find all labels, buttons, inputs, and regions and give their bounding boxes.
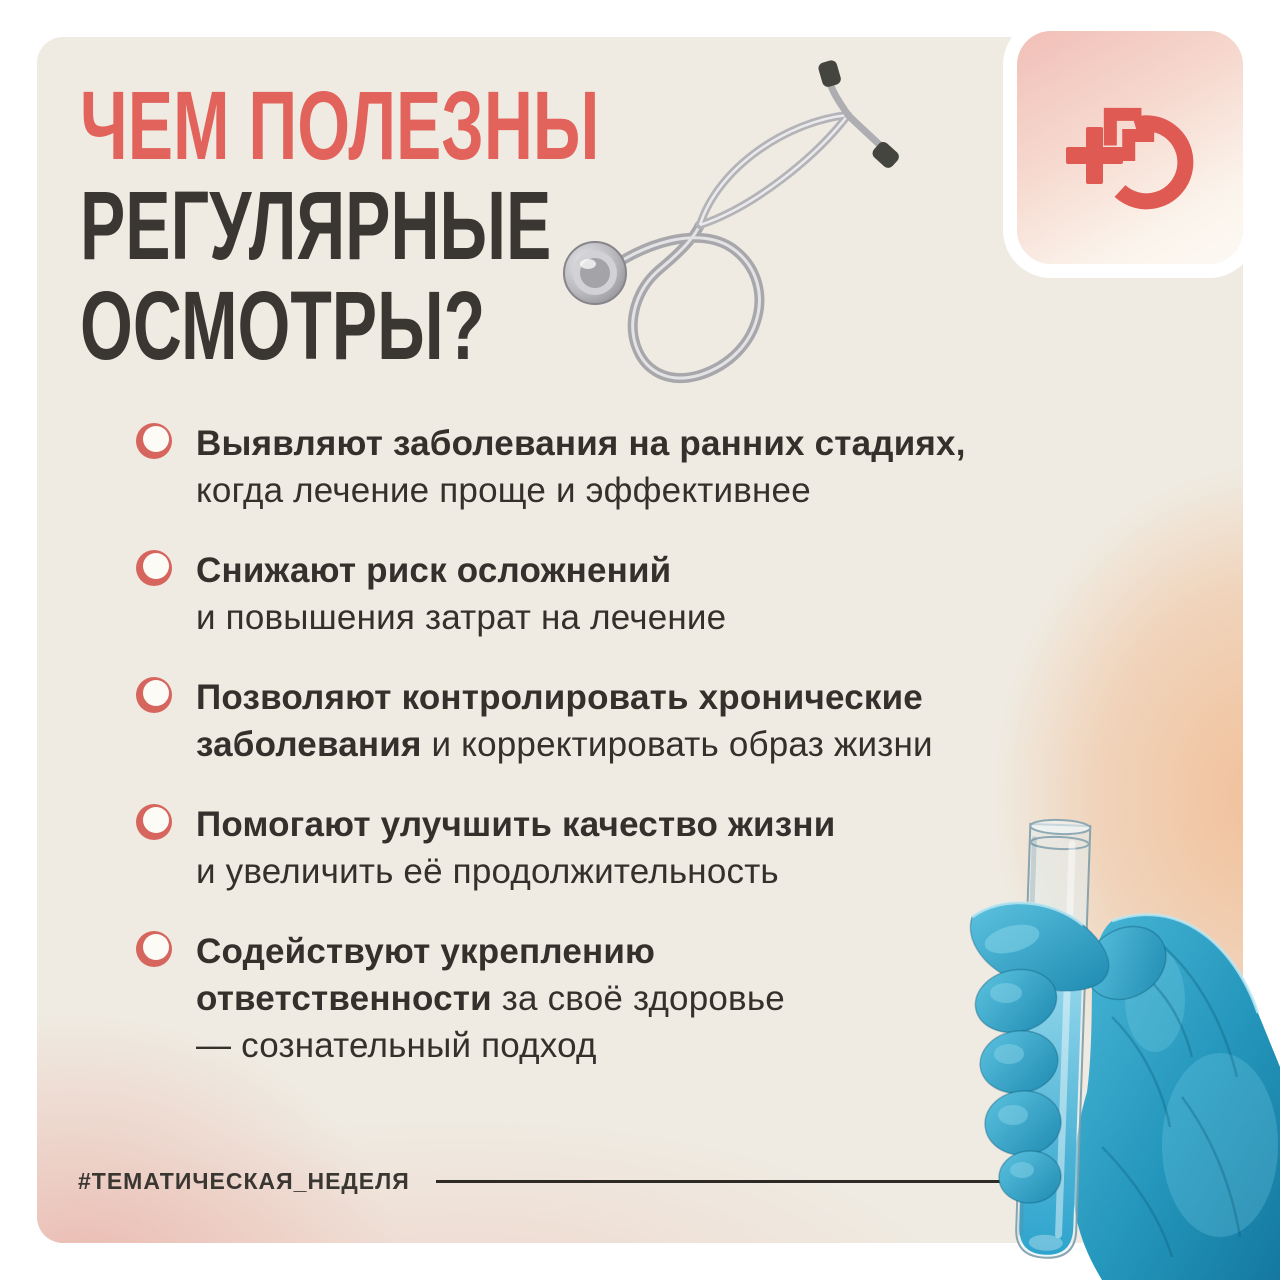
benefit-text: Содействуют укреплению ответственности за своё здоровье — сознательный подход [196, 932, 785, 1065]
bullet-marker [136, 423, 172, 459]
bullet-marker [136, 677, 172, 713]
page-title [80, 71, 612, 380]
gloved-hand-test-tube-illustration [920, 815, 1280, 1280]
benefit-text: Помогают улучшить качество жизни и увеличить её продолжительность [196, 805, 836, 891]
bullet-marker [136, 550, 172, 586]
medical-cross-history-arrow-icon [1054, 80, 1206, 216]
bullet-marker [136, 804, 172, 840]
benefit-item [136, 674, 1096, 768]
benefit-item [136, 547, 1096, 641]
cross-vertical [1086, 127, 1103, 184]
benefit-text: Снижают риск осложнений и повышения затрат на лечение [196, 551, 727, 637]
stethoscope-illustration [540, 55, 970, 405]
title-line-2: РЕГУЛЯРНЫЕ [80, 171, 552, 280]
footer-hashtag: #ТЕМАТИЧЕСКАЯ_НЕДЕЛЯ [78, 1168, 410, 1194]
logo-card [1017, 31, 1243, 264]
bullet-marker [136, 931, 172, 967]
title-line-accent: ЧЕМ ПОЛЕЗНЫ [80, 71, 600, 180]
earpiece [817, 59, 842, 88]
title-line-3: ОСМОТРЫ? [80, 271, 486, 380]
benefit-item [136, 420, 1096, 514]
benefit-text: Выявляют заболевания на ранних стадиях, когда лечение проще и эффективнее [196, 424, 966, 510]
benefit-text: Позволяют контролировать хронические заболевания и корректировать образ жизни [196, 678, 933, 764]
